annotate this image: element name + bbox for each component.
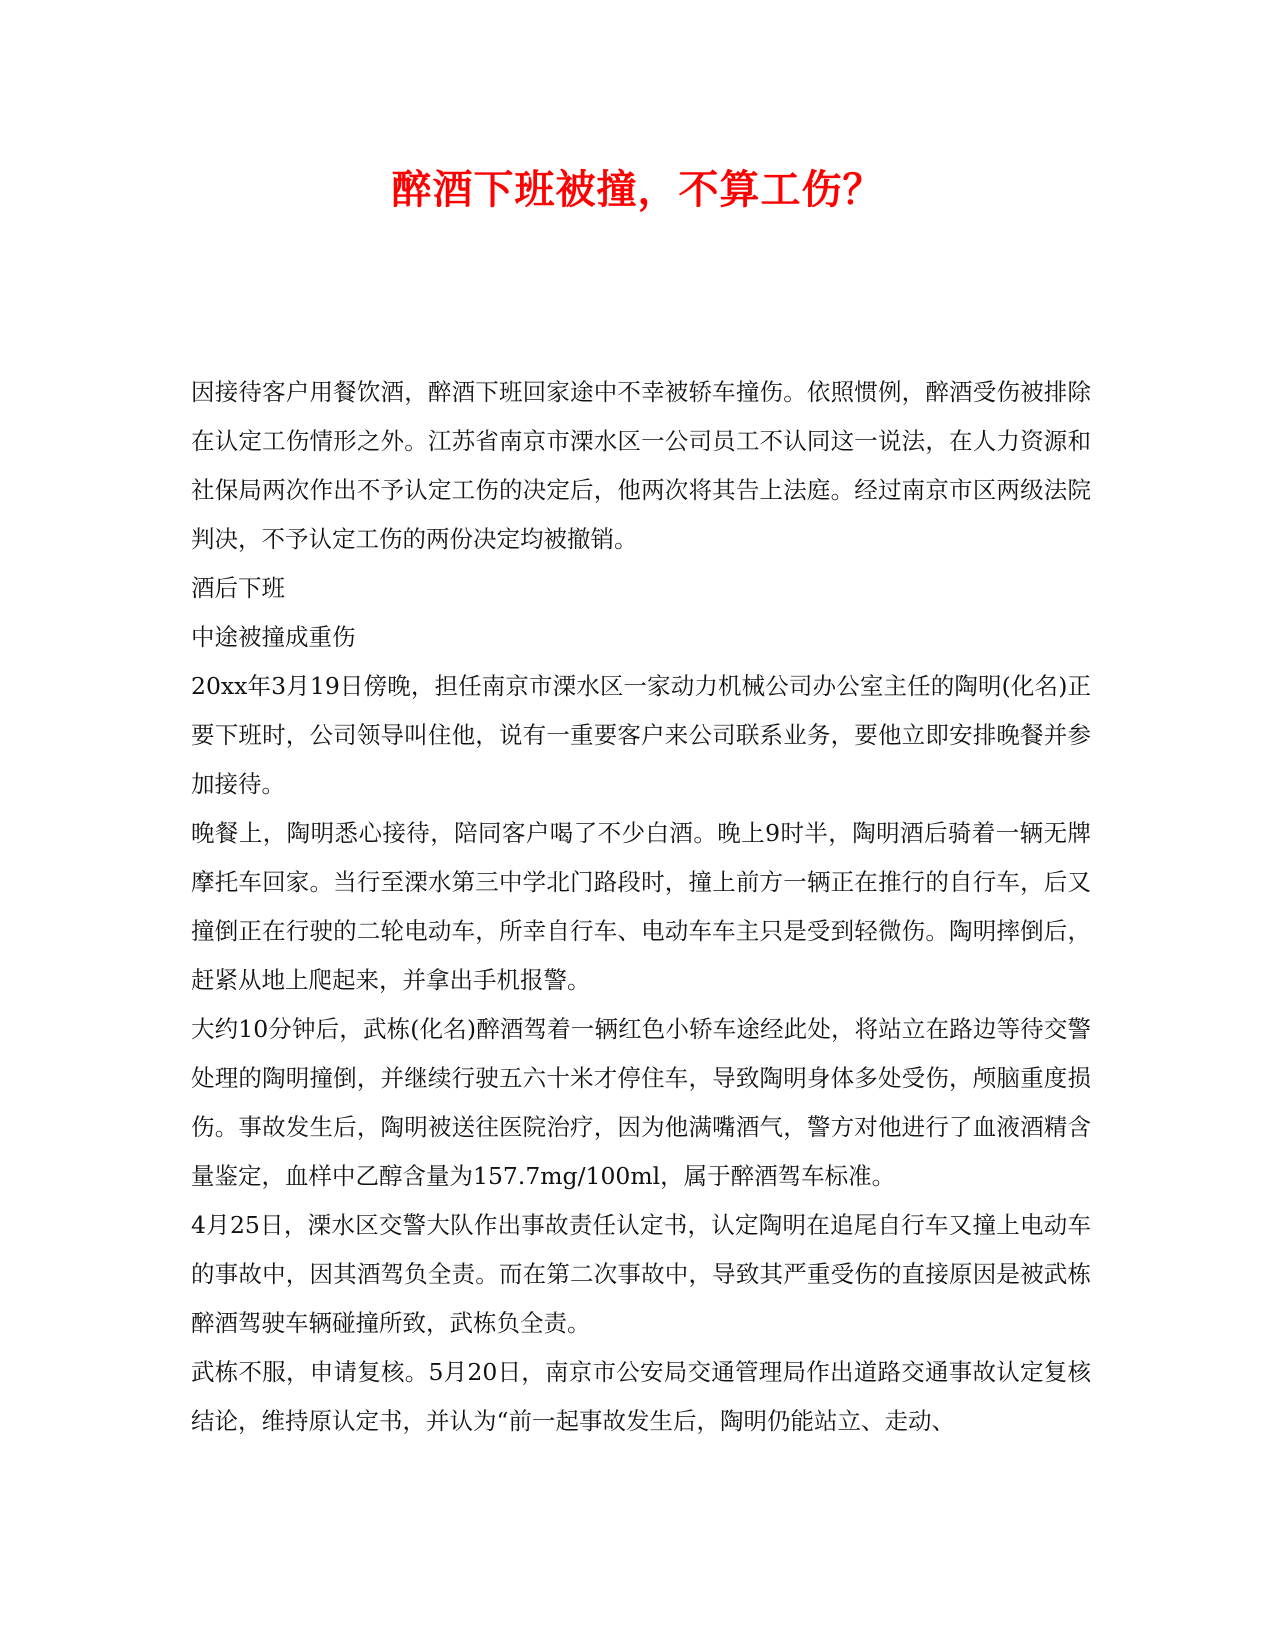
paragraph-second-accident: 大约10分钟后，武栋(化名)醉酒驾着一辆红色小轿车途经此处，将站立在路边等待交警处理的陶明撞倒，并继续行驶五六十米才停住车，导致陶明身体多处受伤，颅脑重度损伤。事故发生后，陶明被送往医院治疗，因为他满嘴酒气，警方对他进行了血液酒精含量鉴定，血样中乙醇含量为157.7mg/100ml，属于醉酒驾车标准。 [191,1015,1091,1190]
document-title: 醉酒下班被撞，不算工伤？ [391,166,884,213]
paragraph-responsibility: 4月25日，溧水区交警大队作出事故责任认定书，认定陶明在追尾自行车又撞上电动车的事故中，因其酒驾负全责。而在第二次事故中，导致其严重受伤的直接原因是被武栋醉酒驾驶车辆碰撞所致，武栋负全责。 [191,1211,1091,1337]
section-heading-line-1: 酒后下班 [191,574,285,602]
section-heading-line-2: 中途被撞成重伤 [191,623,356,651]
document-body [191,368,1091,1446]
paragraph-background: 20xx年3月19日傍晚，担任南京市溧水区一家动力机械公司办公室主任的陶明(化名)正要下班时，公司领导叫住他，说有一重要客户来公司联系业务，要他立即安排晚餐并参加接待。 [191,672,1091,798]
paragraph-intro: 因接待客户用餐饮酒，醉酒下班回家途中不幸被轿车撞伤。依照惯例，醉酒受伤被排除在认定工伤情形之外。江苏省南京市溧水区一公司员工不认同这一说法，在人力资源和社保局两次作出不予认定工伤的决定后，他两次将其告上法庭。经过南京市区两级法院判决，不予认定工伤的两份决定均被撤销。 [191,378,1091,553]
paragraph-dinner: 晚餐上，陶明悉心接待，陪同客户喝了不少白酒。晚上9时半，陶明酒后骑着一辆无牌摩托车回家。当行至溧水第三中学北门路段时，撞上前方一辆正在推行的自行车，后又撞倒正在行驶的二轮电动车，所幸自行车、电动车车主只是受到轻微伤。陶明摔倒后，赶紧从地上爬起来，并拿出手机报警。 [191,819,1091,994]
paragraph-review: 武栋不服，申请复核。5月20日，南京市公安局交通管理局作出道路交通事故认定复核结论，维持原认定书，并认为“前一起事故发生后，陶明仍能站立、走动、 [191,1358,1091,1435]
